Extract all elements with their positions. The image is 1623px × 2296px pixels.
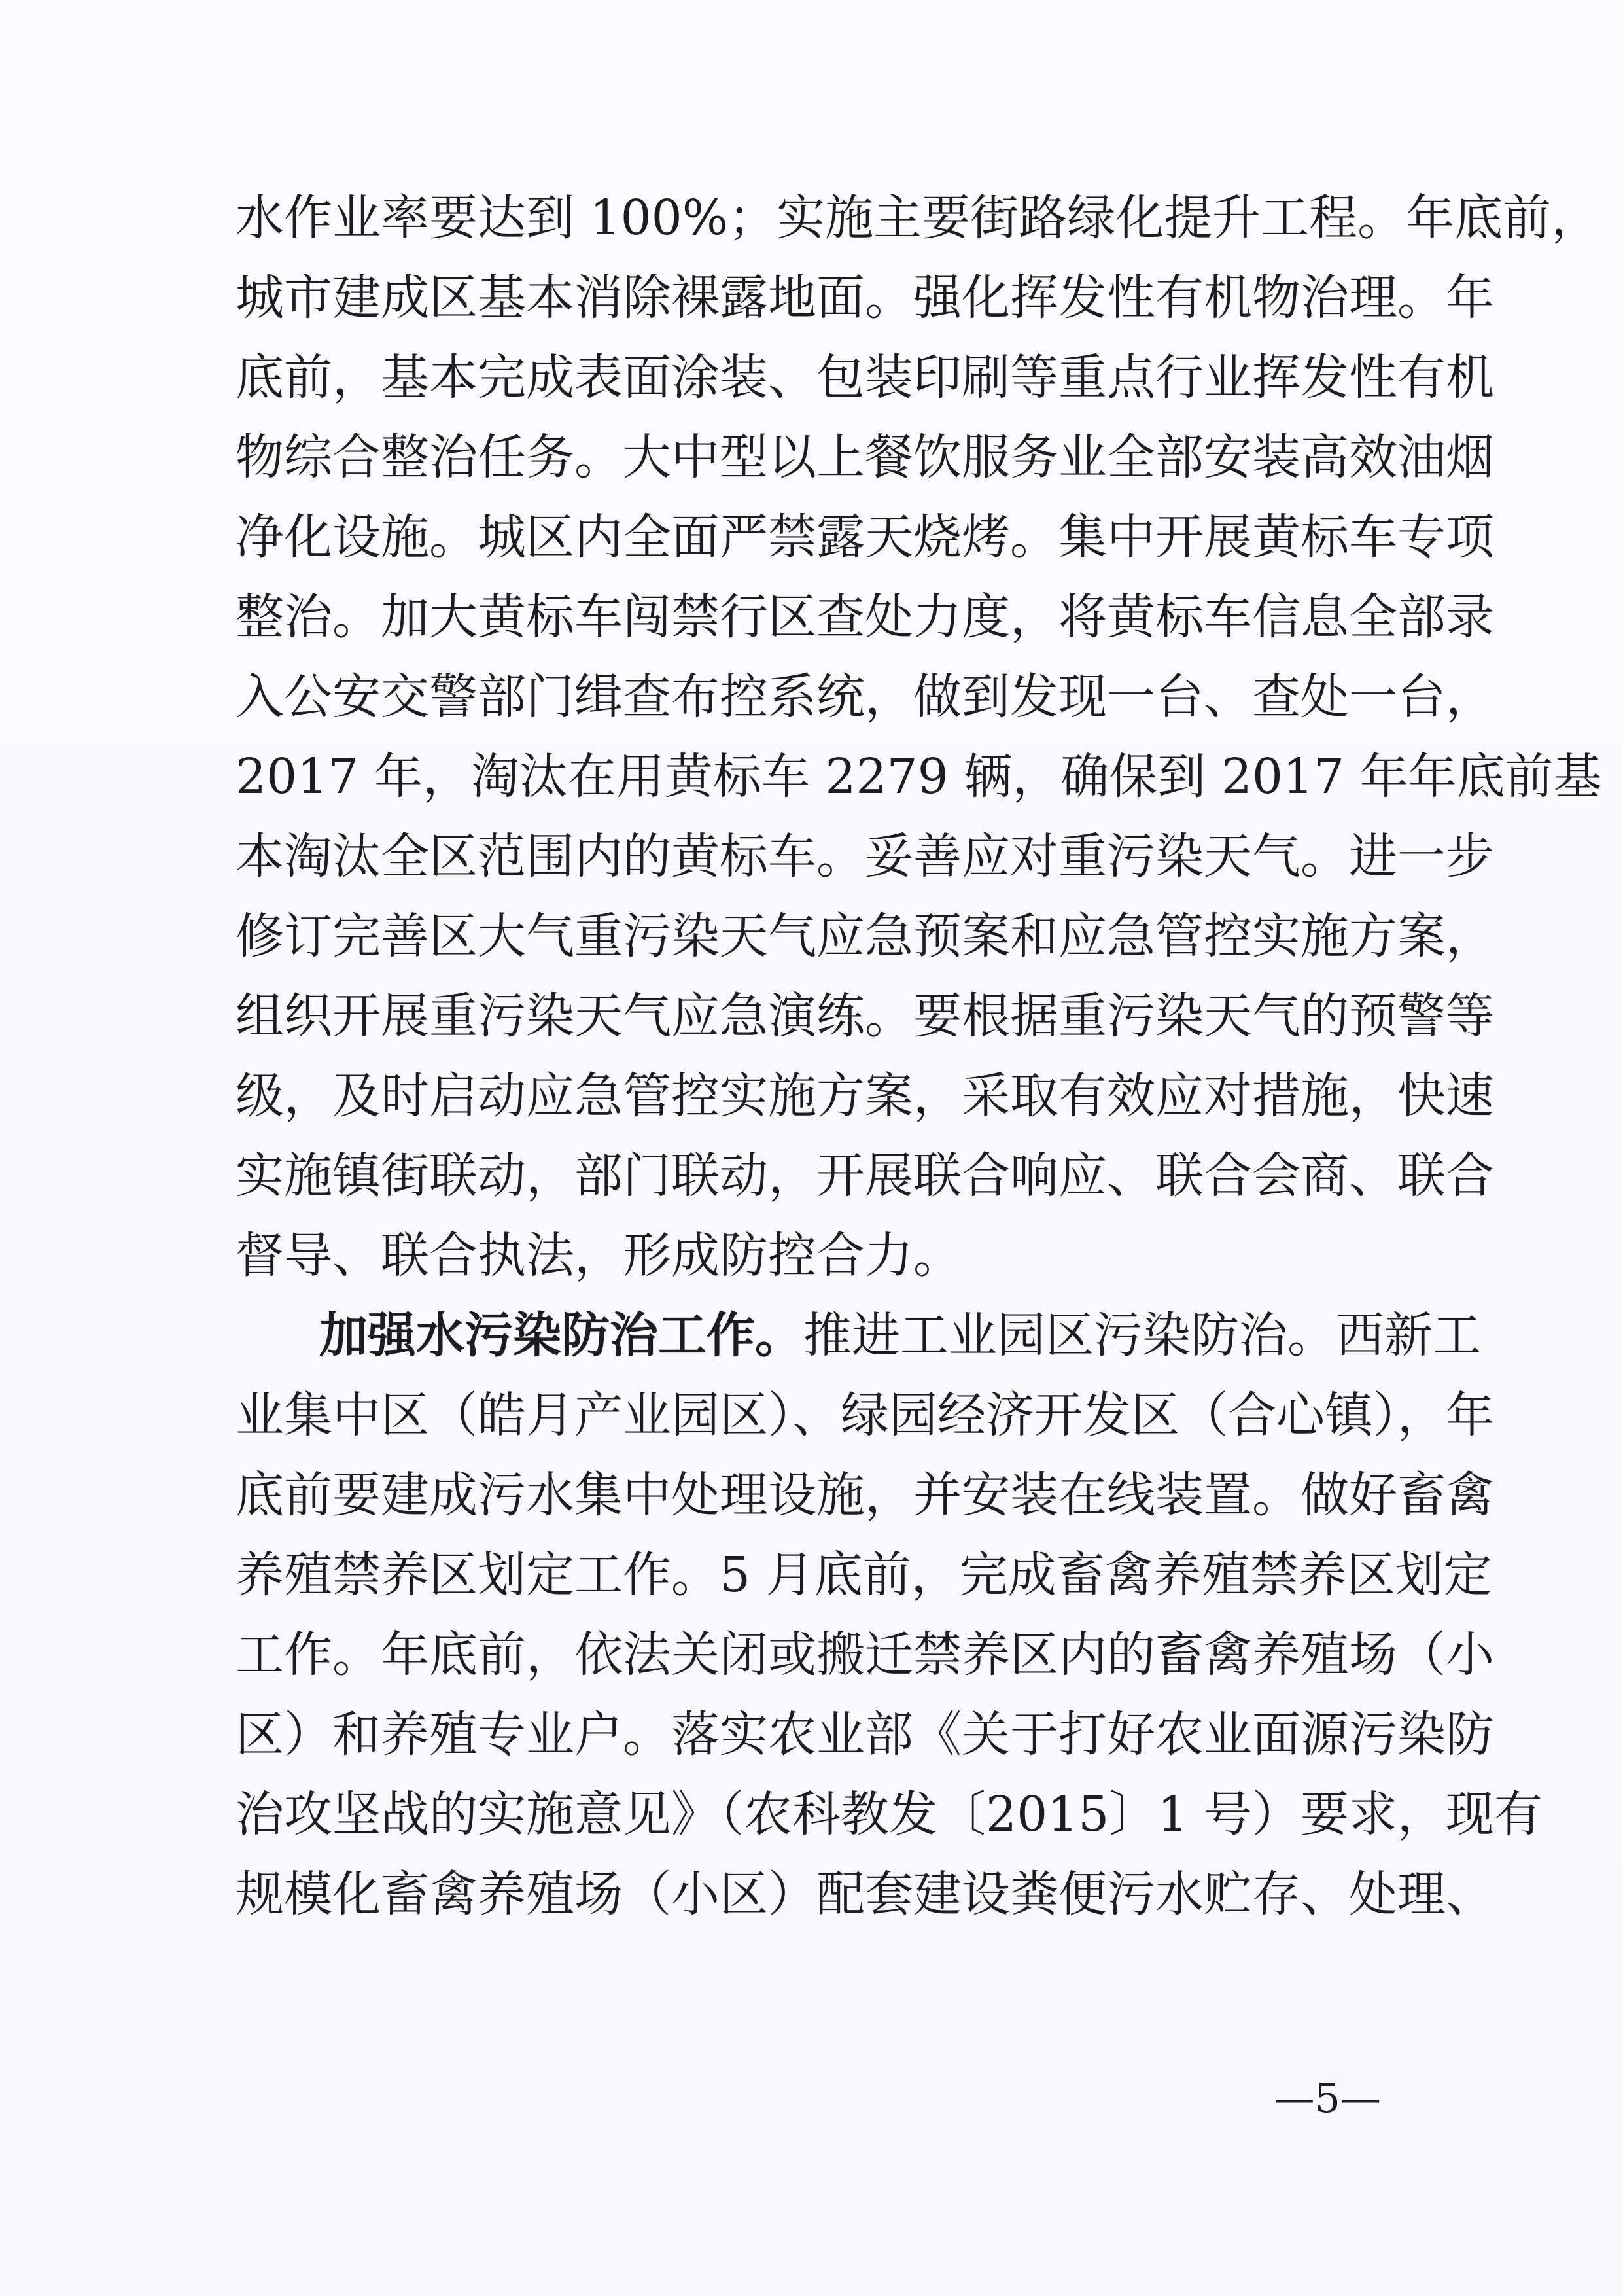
text-line: 底前要建成污水集中处理设施，并安装在线装置。做好畜禽 bbox=[236, 1467, 1494, 1523]
text-line: 业集中区（皓月产业园区）、绿园经济开发区（合心镇），年 bbox=[236, 1387, 1494, 1443]
text-line: 修订完善区大气重污染天气应急预案和应急管控实施方案， bbox=[236, 908, 1494, 964]
text-line: 底前，基本完成表面涂装、包装印刷等重点行业挥发性有机 bbox=[236, 349, 1494, 406]
text-line: 级，及时启动应急管控实施方案，采取有效应对措施，快速 bbox=[236, 1068, 1494, 1124]
text-line: 治攻坚战的实施意见》（农科教发〔2015〕1 号）要求，现有 bbox=[236, 1786, 1543, 1843]
text-line: 物综合整治任务。大中型以上餐饮服务业全部安装高效油烟 bbox=[236, 429, 1494, 486]
paragraph-heading-line bbox=[236, 1296, 1481, 1375]
text-line: 2017 年，淘汰在用黄标车 2279 辆，确保到 2017 年年底前基 bbox=[236, 749, 1602, 805]
text-line: 水作业率要达到 100%；实施主要街路绿化提升工程。年底前， bbox=[236, 190, 1600, 246]
paragraph-heading-rest: 推进工业园区污染防治。西新工 bbox=[803, 1307, 1481, 1364]
text-line: 实施镇街联动，部门联动，开展联合响应、联合会商、联合 bbox=[236, 1148, 1494, 1204]
text-line: 工作。年底前，依法关闭或搬迁禁养区内的畜禽养殖场（小 bbox=[236, 1627, 1494, 1683]
text-line: 本淘汰全区范围内的黄标车。妥善应对重污染天气。进一步 bbox=[236, 828, 1494, 885]
text-line: 组织开展重污染天气应急演练。要根据重污染天气的预警等 bbox=[236, 988, 1494, 1044]
text-line: 整治。加大黄标车闯禁行区查处力度，将黄标车信息全部录 bbox=[236, 589, 1494, 645]
page-number: —5— bbox=[1274, 2074, 1381, 2122]
text-line: 区）和养殖专业户。落实农业部《关于打好农业面源污染防 bbox=[236, 1706, 1494, 1763]
text-line: 入公安交警部门缉查布控系统，做到发现一台、查处一台， bbox=[236, 669, 1494, 725]
text-line: 规模化畜禽养殖场（小区）配套建设粪便污水贮存、处理、 bbox=[236, 1866, 1494, 1922]
text-line: 城市建成区基本消除裸露地面。强化挥发性有机物治理。年 bbox=[236, 270, 1494, 326]
text-line: 督导、联合执法，形成防控合力。 bbox=[236, 1227, 962, 1284]
text-line: 养殖禁养区划定工作。5 月底前，完成畜禽养殖禁养区划定 bbox=[236, 1547, 1492, 1603]
body-text bbox=[236, 178, 1602, 1934]
paragraph-heading: 加强水污染防治工作。 bbox=[319, 1307, 803, 1364]
text-line: 净化设施。城区内全面严禁露天烧烤。集中开展黄标车专项 bbox=[236, 509, 1494, 565]
